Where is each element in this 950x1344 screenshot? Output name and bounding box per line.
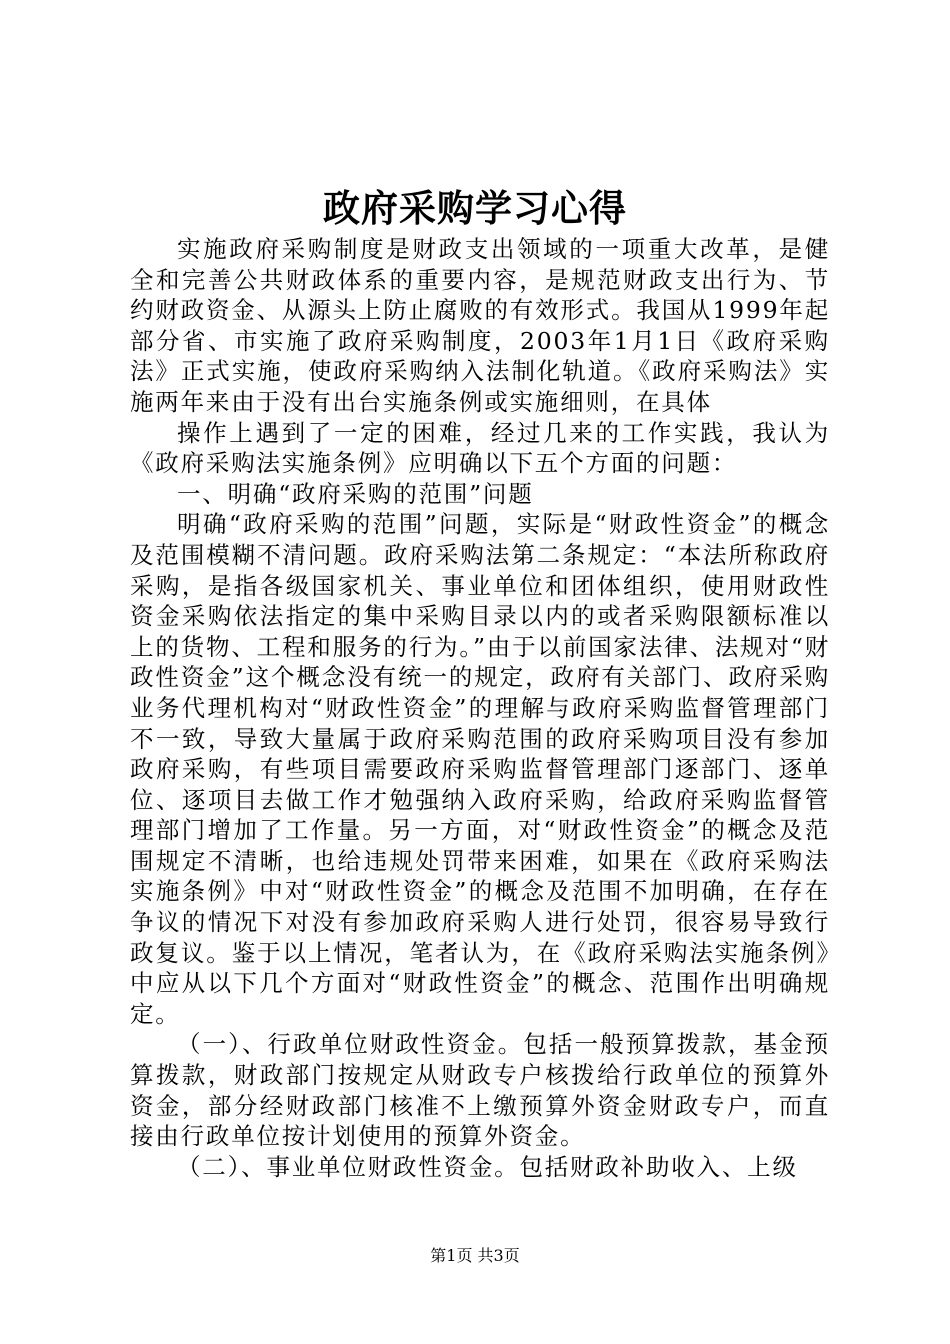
paragraph-item-2: （二）、事业单位财政性资金。包括财政补助收入、上级	[177, 1152, 798, 1181]
page-number: 第1页 共3页	[430, 1246, 520, 1265]
document-body	[130, 234, 830, 1182]
document-title: 政府采购学习心得	[323, 186, 627, 230]
paragraph-intro: 实施政府采购制度是财政支出领域的一项重大改革，是健全和完善公共财政体系的重要内容，是规范财政支出行为、节约财政资金、从源头上防止腐败的有效形式。我国从1999年起部分省、市实施了政府采购制度，2003年1月1日《政府采购法》正式实施，使政府采购纳入法制化轨道。《政府采购法》实施两年来由于没有出台实施条例或实施细则，在具体	[130, 235, 830, 416]
paragraph-section-1: 明确“政府采购的范围”问题，实际是“财政性资金”的概念及范围模糊不清问题。政府采购法第二条规定：“本法所称政府采购，是指各级国家机关、事业单位和团体组织，使用财政性资金采购依法指定的集中采购目录以内的或者采购限额标准以上的货物、工程和服务的行为。”由于以前国家法律、法规对“财政性资金”这个概念没有统一的规定，政府有关部门、政府采购业务代理机构对“财政性资金”的理解与政府采购监督管理部门不一致，导致大量属于政府采购范围的政府采购项目没有参加政府采购，有些项目需要政府采购监督管理部门逐部门、逐单位、逐项目去做工作才勉强纳入政府采购，给政府采购监督管理部门增加了工作量。另一方面，对“财政性资金”的概念及范围规定不清晰，也给违规处罚带来困难，如果在《政府采购法实施条例》中对“财政性资金”的概念及范围不加明确，在存在争议的情况下对没有参加政府采购人进行处罚，很容易导致行政复议。鉴于以上情况，笔者认为，在《政府采购法实施条例》中应从以下几个方面对“财政性资金”的概念、范围作出明确规定。	[130, 510, 830, 1028]
section-heading-1: 一、明确“政府采购的范围”问题	[177, 479, 534, 508]
paragraph-item-1: （一）、行政单位财政性资金。包括一般预算拨款，基金预算拨款，财政部门按规定从财政专户核拨给行政单位的预算外资金，部分经财政部门核准不上缴预算外资金财政专户，而直接由行政单位按计划使用的预算外资金。	[130, 1030, 830, 1151]
paragraph-intro-continued: 操作上遇到了一定的困难，经过几来的工作实践，我认为《政府采购法实施条例》应明确以下五个方面的问题：	[130, 418, 830, 478]
